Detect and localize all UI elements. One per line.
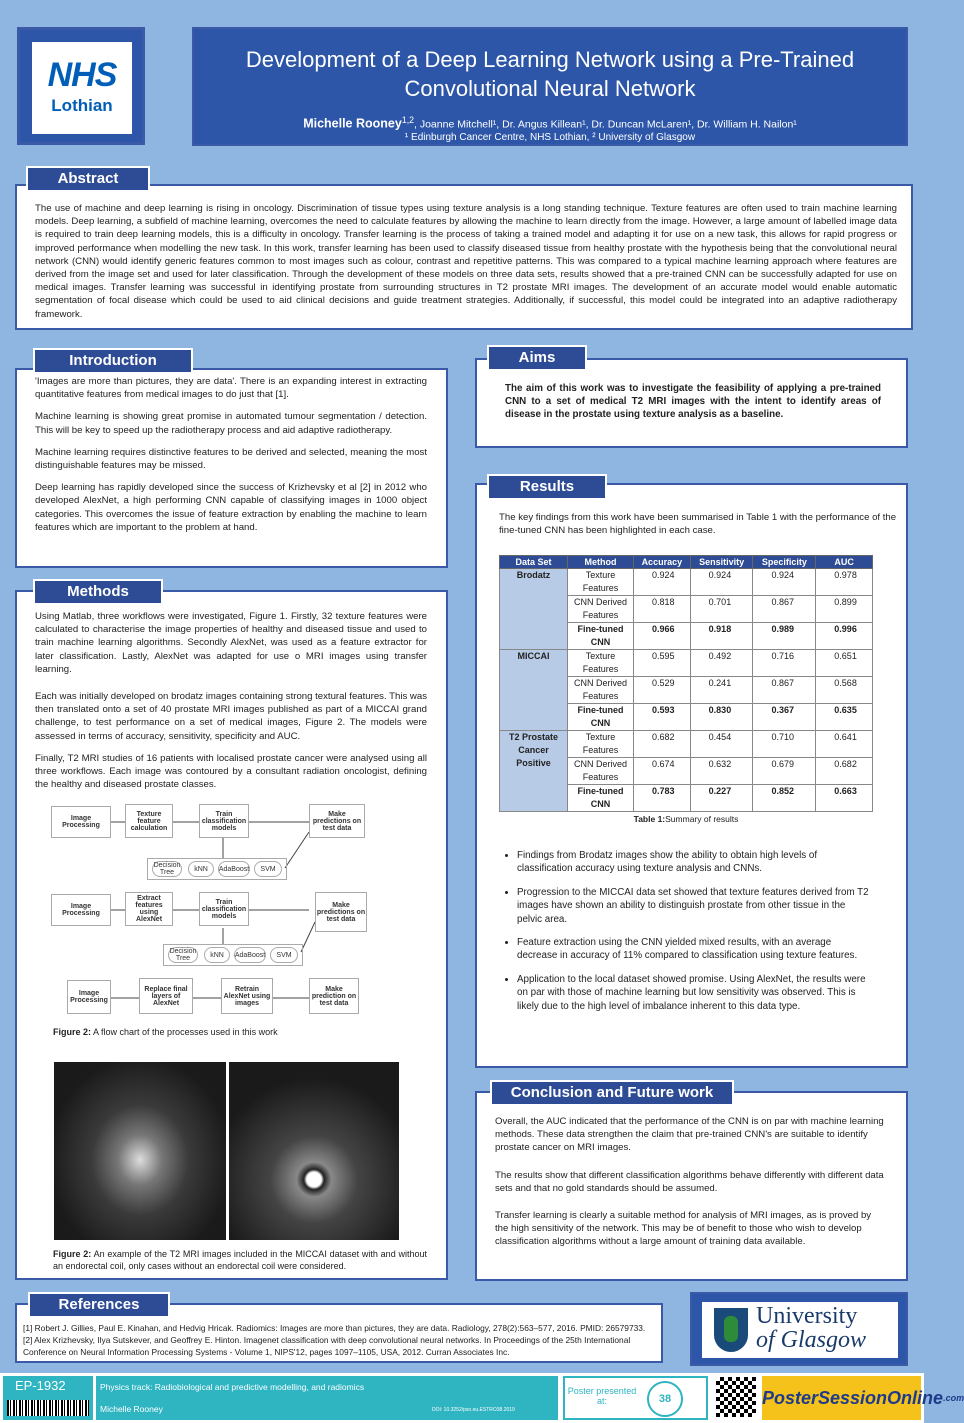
flow-box: Extract features using AlexNet <box>125 892 173 926</box>
intro-paragraph: 'Images are more than pictures, they are data'. There is an expanding interest in extracting quantitative features from medical images to do just that [1]. <box>35 376 427 401</box>
column-header: AUC <box>816 556 873 569</box>
abstract-text: The use of machine and deep learning is rising in oncology. Discrimination of tissue types using texture analysis is a long standing technique. Texture features are often used to train machine learning models. Deep learning, a subfield of machine learning, overcomes the need to calculate features by allowing the machine to learn directly from the image. However, a large amount of labelled image data is required to train deep learning models, this is a difficulty in oncology. Transfer learning is the process of taking a trained model and adapting it for use on a new task, this allows for rapid progress or improved performance when modelling the new task. In this work, transfer learning has been used to classify diseased tissue from healthy prostate with the hypothesis being that the convolutional neural network (CNN) would identify generic features common to most images such as colour, contrast and repetitive patterns. This was compared to a typical machine learning approach where features are derived from the image set and used for later classification. Through the development of these models on three data sets, results showed that a pre-trained CNN can be successfully adapted for use on medical images. Transfer learning was successful in identifying prostate from surrounding structures in T2 prostate MRI images. The development of an accurate model would enable automatic segmentation of focal disease which could be used to aid clinical decisions and guide treatment strategies. Additionally, if successful, this model could be integrated into an adaptive radiotherapy framework. <box>35 203 897 320</box>
glasgow-logo-line2: of Glasgow <box>756 1327 867 1353</box>
method-cell: CNN Derived Features <box>568 596 634 623</box>
lead-author-sup: 1,2 <box>401 115 414 125</box>
results-table <box>499 555 873 812</box>
title-banner <box>192 27 908 146</box>
flow-box: Texture feature calculation <box>125 804 173 838</box>
results-bullet: • Feature extraction using the CNN yielded mixed results, with an average decrease in accuracy of 11% compared to classification using texture features. <box>517 936 869 963</box>
methods-paragraph: Each was initially developed on brodatz images containing strong textural features. This was then translated onto a set of 40 prostate MRI images published as part of a MICCAI grand challenge, to test performance on a set of medical images, Figure 2. The models were assessed in terms of accuracy, sensitivity, specificity and AUC. <box>35 691 427 742</box>
accuracy-cell: 0.593 <box>634 704 691 731</box>
column-header: Method <box>568 556 634 569</box>
auc-cell: 0.978 <box>816 569 873 596</box>
presented-at-block <box>563 1376 708 1420</box>
conclusion-panel <box>475 1091 908 1281</box>
accuracy-cell: 0.924 <box>634 569 691 596</box>
glasgow-logo-frame <box>690 1292 908 1366</box>
table-caption-label: Table 1: <box>633 814 666 824</box>
column-header: Data Set <box>500 556 568 569</box>
glasgow-logo-line1: University <box>756 1303 858 1329</box>
results-bullet: • Application to the local dataset showed promise. Using AlexNet, the results were on par with those of machine learning but low sensitivity was observed. This is likely due to the high level of imbalance inherent to this data type. <box>517 973 869 1013</box>
track-block <box>96 1376 558 1420</box>
flow-box: Train classification models <box>199 804 249 838</box>
classifier-box: kNN <box>204 947 230 963</box>
poster-id: EP-1932 <box>15 1378 66 1393</box>
introduction-text <box>35 375 427 543</box>
figure-2-caption <box>53 1248 427 1272</box>
sensitivity-cell: 0.454 <box>690 731 753 758</box>
classifier-box: AdaBoost <box>218 861 250 877</box>
results-bullets <box>497 849 869 1023</box>
sensitivity-cell: 0.227 <box>690 785 753 812</box>
classifier-group <box>163 944 303 966</box>
method-cell: Fine-tuned CNN <box>568 785 634 812</box>
qr-code-icon <box>716 1377 756 1417</box>
methods-heading: Methods <box>33 579 163 605</box>
track-name: Physics track: Radiobiological and predictive modelling, and radiomics <box>100 1382 365 1392</box>
auc-cell: 0.651 <box>816 650 873 677</box>
auc-cell: 0.641 <box>816 731 873 758</box>
specificity-cell: 0.924 <box>753 569 816 596</box>
table-row <box>500 731 873 758</box>
reference-item: [1] Robert J. Gillies, Paul E. Kinahan, and Hedvig Hricak. Radiomics: Images are more than pictures, they are data. Radiology, 278(2):563–577, 2016. PMID: 26579733. <box>23 1323 646 1333</box>
abstract-panel <box>15 184 913 330</box>
results-intro: The key findings from this work have been summarised in Table 1 with the performance of the fine-tuned CNN has been highlighted in each case. <box>499 512 897 537</box>
classifier-box: SVM <box>254 861 282 877</box>
nhs-logo <box>32 42 132 134</box>
flow-box: Make prediction on test data <box>309 978 359 1014</box>
sensitivity-cell: 0.918 <box>690 623 753 650</box>
specificity-cell: 0.367 <box>753 704 816 731</box>
glasgow-crest-icon <box>714 1308 748 1352</box>
methods-paragraph: Using Matlab, three workflows were investigated, Figure 1. Firstly, 32 texture features were calculated to characterise the image properties of healthy and diseased tissue and used to train machine learning algorithms. Secondly AlexNet, was used as a feature extractor for later classification. Lastly, AlexNet was adapted for use o MRI images using transfer learning. <box>35 611 427 675</box>
classifier-box: Decision Tree <box>153 862 181 876</box>
affiliations: ¹ Edinburgh Cancer Centre, NHS Lothian, ² University of Glasgow <box>404 131 696 143</box>
method-cell: CNN Derived Features <box>568 677 634 704</box>
method-cell: Texture Features <box>568 569 634 596</box>
figure-1-label: Figure 2: <box>53 1027 92 1037</box>
column-header: Specificity <box>753 556 816 569</box>
conclusion-text <box>495 1115 887 1258</box>
nhs-logo-word: NHS <box>47 56 117 94</box>
introduction-panel <box>15 368 448 568</box>
method-cell: Fine-tuned CNN <box>568 623 634 650</box>
figure-2-label: Figure 2: <box>53 1249 92 1259</box>
results-panel <box>475 483 908 1068</box>
poster-session-online-logo <box>762 1376 964 1420</box>
accuracy-cell: 0.783 <box>634 785 691 812</box>
specificity-cell: 0.989 <box>753 623 816 650</box>
figure-1-caption <box>53 1027 278 1037</box>
column-header: Sensitivity <box>690 556 753 569</box>
flow-box: Image Processing <box>51 894 111 926</box>
accuracy-cell: 0.818 <box>634 596 691 623</box>
method-cell: CNN Derived Features <box>568 758 634 785</box>
flow-box: Train classification models <box>199 892 249 926</box>
methods-panel <box>15 590 448 1280</box>
results-bullet: • Progression to the MICCAI data set showed that texture features derived from T2 images have shown an ability to distinguish prostate from other tissue in the pelvic area. <box>517 886 869 926</box>
flow-box: Replace final layers of AlexNet <box>139 978 193 1014</box>
flow-chart <box>51 802 381 1022</box>
flow-box: Make predictions on test data <box>315 892 367 932</box>
figure-1-caption-text: A flow chart of the processes used in this work <box>91 1027 278 1037</box>
mri-image-with-coil <box>229 1062 399 1240</box>
accuracy-cell: 0.529 <box>634 677 691 704</box>
flow-box: Make predictions on test data <box>309 804 365 838</box>
congress-number-badge: 38 <box>647 1381 683 1417</box>
author-line <box>194 115 906 131</box>
flow-box: Retrain AlexNet using images <box>221 978 273 1014</box>
poster-id-block <box>3 1376 93 1420</box>
methods-text <box>35 610 427 800</box>
lead-author: Michelle Rooney <box>303 116 402 131</box>
brand-name: PosterSessionOnline <box>762 1388 944 1408</box>
figure-2-caption-text: An example of the T2 MRI images included in the MICCAI dataset with and without an endorectal coil, only cases without an endorectal coil were considered. <box>53 1249 427 1271</box>
presented-at-label: Poster presented at: <box>567 1386 637 1406</box>
abstract-heading: Abstract <box>26 166 150 192</box>
specificity-cell: 0.716 <box>753 650 816 677</box>
results-table-wrap <box>499 555 873 824</box>
crest-tree-icon <box>724 1316 738 1342</box>
auc-cell: 0.899 <box>816 596 873 623</box>
classifier-box: kNN <box>188 861 214 877</box>
sensitivity-cell: 0.924 <box>690 569 753 596</box>
sensitivity-cell: 0.241 <box>690 677 753 704</box>
classifier-group <box>147 858 287 880</box>
poster-title: Development of a Deep Learning Network using a Pre-Trained Convolutional Neural Network <box>245 47 855 101</box>
accuracy-cell: 0.595 <box>634 650 691 677</box>
aims-panel <box>475 358 908 448</box>
dataset-cell: Brodatz <box>500 569 568 650</box>
dataset-cell: MICCAI <box>500 650 568 731</box>
method-cell: Fine-tuned CNN <box>568 704 634 731</box>
introduction-heading: Introduction <box>33 348 193 374</box>
specificity-cell: 0.679 <box>753 758 816 785</box>
specificity-cell: 0.710 <box>753 731 816 758</box>
intro-paragraph: Machine learning requires distinctive features to be derived and selected, meaning the most distinguishable features may be missed. <box>35 446 427 472</box>
specificity-cell: 0.867 <box>753 596 816 623</box>
table-row <box>500 569 873 596</box>
sensitivity-cell: 0.492 <box>690 650 753 677</box>
table-caption-text: Summary of results <box>665 814 739 824</box>
conclusion-heading: Conclusion and Future work <box>490 1080 734 1106</box>
specificity-cell: 0.867 <box>753 677 816 704</box>
table-row <box>500 650 873 677</box>
footer-bar <box>0 1373 964 1423</box>
table-caption <box>499 814 873 824</box>
mri-image-without-coil <box>54 1062 226 1240</box>
conclusion-paragraph: Overall, the AUC indicated that the performance of the CNN is on par with machine learning methods. These data strengthen the claim that pre-trained CNN's are suitable to identify prostate cancer on MRI images. <box>495 1116 884 1154</box>
other-authors: , Joanne Mitchell¹, Dr. Angus Killean¹, Dr. Duncan McLaren¹, Dr. William H. Nailon¹ <box>414 118 797 131</box>
methods-paragraph: Finally, T2 MRI studies of 16 patients with localised prostate cancer were analysed using all three workflows. Each image was contoured by a consultant radiation oncologist, defining the healthy and diseased prostate classes. <box>35 752 427 791</box>
dataset-cell: T2 Prostate Cancer Positive <box>500 731 568 812</box>
aims-text: The aim of this work was to investigate the feasibility of applying a pre-trained CNN to a set of medical T2 MRI images with the intent to identify areas of disease in the prostate using texture analysis as a baseline. <box>505 383 881 421</box>
sensitivity-cell: 0.701 <box>690 596 753 623</box>
nhs-logo-region: Lothian <box>51 96 113 115</box>
method-cell: Texture Features <box>568 650 634 677</box>
accuracy-cell: 0.966 <box>634 623 691 650</box>
auc-cell: 0.635 <box>816 704 873 731</box>
results-table-header-row <box>500 556 873 569</box>
results-bullet: • Findings from Brodatz images show the ability to obtain high levels of classification accuracy using texture analysis and CNNs. <box>517 849 869 876</box>
auc-cell: 0.682 <box>816 758 873 785</box>
footer-doi: DOI: 10.3252/pso.eu.ESTRO38.2019 <box>432 1407 515 1413</box>
auc-cell: 0.568 <box>816 677 873 704</box>
specificity-cell: 0.852 <box>753 785 816 812</box>
classifier-box: Decision Tree <box>169 948 197 962</box>
auc-cell: 0.663 <box>816 785 873 812</box>
sensitivity-cell: 0.632 <box>690 758 753 785</box>
conclusion-paragraph: The results show that different classification algorithms behave differently with different data sets and that no gold standards should be assumed. <box>495 1169 884 1194</box>
aims-heading: Aims <box>487 345 587 371</box>
glasgow-logo <box>702 1302 898 1358</box>
footer-author: Michelle Rooney <box>100 1404 163 1414</box>
glasgow-logo-text <box>756 1304 866 1352</box>
auc-cell: 0.996 <box>816 623 873 650</box>
brand-suffix: .com <box>943 1393 964 1403</box>
flow-box: Image Processing <box>51 806 111 838</box>
classifier-box: AdaBoost <box>234 947 266 963</box>
flow-box: Image Processing <box>67 980 111 1014</box>
sensitivity-cell: 0.830 <box>690 704 753 731</box>
references-list <box>23 1322 663 1358</box>
intro-paragraph: Deep learning has rapidly developed since the success of Krizhevsky et al [2] in 2012 who developed AlexNet, a high performing CNN capable of classifying images in 1000 object categories. This overcomes the issue of feature extraction by enabling the machine to learn features which are important to the problem at hand. <box>35 482 427 533</box>
classifier-box: SVM <box>270 947 298 963</box>
intro-paragraph: Machine learning is showing great promise in automated tumour segmentation / detection. This will be key to speed up the radiotherapy process and aid adaptive radiotherapy. <box>35 411 427 436</box>
results-table-body <box>500 569 873 812</box>
method-cell: Texture Features <box>568 731 634 758</box>
references-heading: References <box>28 1292 170 1318</box>
barcode-icon <box>7 1400 89 1416</box>
accuracy-cell: 0.674 <box>634 758 691 785</box>
nhs-logo-frame <box>17 27 145 145</box>
accuracy-cell: 0.682 <box>634 731 691 758</box>
reference-item: [2] Alex Krizhevsky, Ilya Sutskever, and Geoffrey E. Hinton. Imagenet classification with deep convolutional neural networks. In Proceedings of the 25th International Conference on Neural Information Processing Systems - Volume 1, NIPS'12, pages 1097–1105, USA, 2012. Curran Associates Inc. <box>23 1335 631 1357</box>
conclusion-paragraph: Transfer learning is clearly a suitable method for analysis of MRI images, as is proved by the high sensitivity of the network. This may be of benefit to those who wish to develop classification algorithms without a large amount of training data available. <box>495 1210 872 1248</box>
column-header: Accuracy <box>634 556 691 569</box>
results-heading: Results <box>487 474 607 500</box>
